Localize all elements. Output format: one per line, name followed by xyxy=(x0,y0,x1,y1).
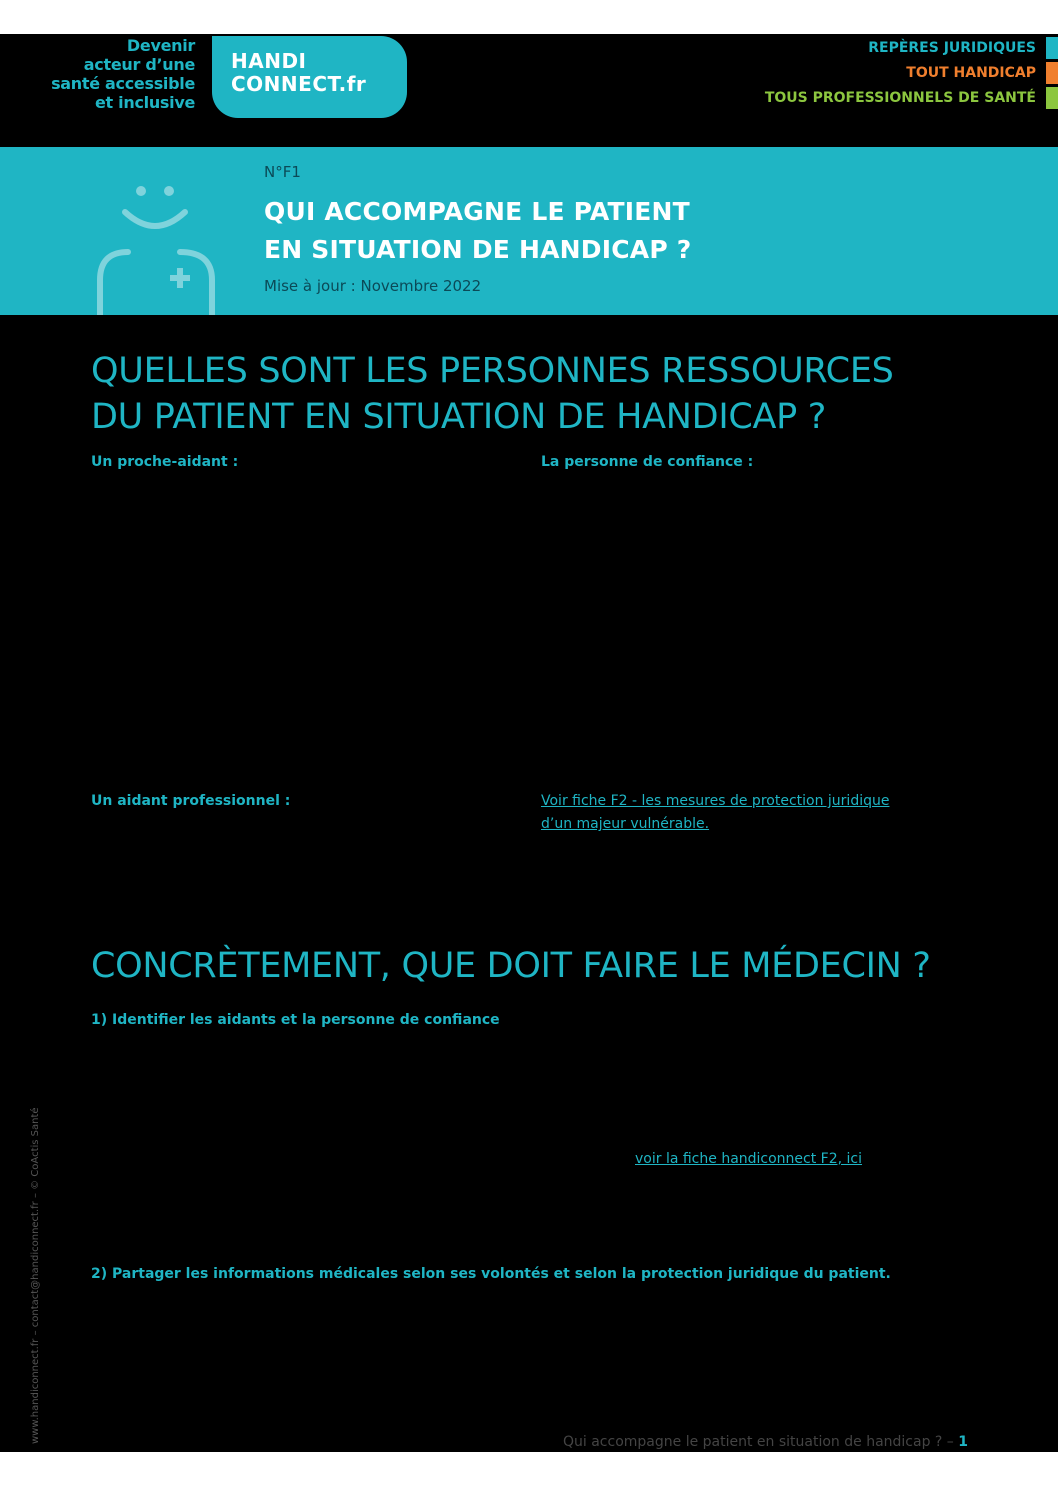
label-aidant-professionnel: Un aidant professionnel : xyxy=(91,793,291,809)
fiche-title: QUI ACCOMPAGNE LE PATIENT EN SITUATION DE HANDICAP ? xyxy=(264,197,692,264)
tagline-line: santé accessible xyxy=(51,74,195,93)
step-1: 1) Identifier les aidants et la personne de confiance xyxy=(91,1012,500,1028)
fiche-number: N°F1 xyxy=(264,163,301,181)
tagline xyxy=(20,36,195,112)
category-tags xyxy=(765,36,1058,111)
tag-tout-handicap: TOUT HANDICAP xyxy=(765,61,1058,86)
link-fiche-f2[interactable]: Voir fiche F2 - les mesures de protection juridique d’un majeur vulnérable. xyxy=(541,793,890,832)
section-title-ressources: QUELLES SONT LES PERSONNES RESSOURCES DU PATIENT EN SITUATION DE HANDICAP ? xyxy=(91,351,894,437)
title-banner xyxy=(0,147,1058,315)
tagline-line: acteur d’une xyxy=(83,55,195,74)
tagline-line: Devenir xyxy=(126,36,195,55)
logo-line: CONNECT.fr xyxy=(231,72,367,96)
tag-tous-professionnels: TOUS PROFESSIONNELS DE SANTÉ xyxy=(765,86,1058,111)
label-proche-aidant: Un proche-aidant : xyxy=(91,454,239,470)
tag-color-bar xyxy=(1046,37,1058,59)
step-2: 2) Partager les informations médicales selon ses volontés et selon la protection juridique du patient. xyxy=(91,1266,891,1282)
update-date: Mise à jour : Novembre 2022 xyxy=(264,277,482,295)
tag-color-bar xyxy=(1046,87,1058,109)
tagline-line: et inclusive xyxy=(95,93,195,112)
tag-color-bar xyxy=(1046,62,1058,84)
logo-line: HANDI xyxy=(231,49,307,73)
link-fiche-f2-ici[interactable]: voir la fiche handiconnect F2, ici xyxy=(635,1151,863,1167)
label-personne-confiance: La personne de confiance : xyxy=(541,454,754,470)
tag-reperes-juridiques: REPÈRES JURIDIQUES xyxy=(765,36,1058,61)
section-title-medecin: CONCRÈTEMENT, QUE DOIT FAIRE LE MÉDECIN ? xyxy=(91,946,931,986)
doctor-smiley-icon xyxy=(88,175,228,315)
document-page xyxy=(0,34,1058,1452)
handiconnect-logo[interactable] xyxy=(212,36,407,118)
sidebar-contact: www.handiconnect.fr – contact@handiconnect.fr – © CoActis Santé xyxy=(30,1107,41,1444)
page-number: 1 xyxy=(958,1434,968,1450)
page-footer: Qui accompagne le patient en situation de handicap ? – 1 xyxy=(563,1434,968,1450)
